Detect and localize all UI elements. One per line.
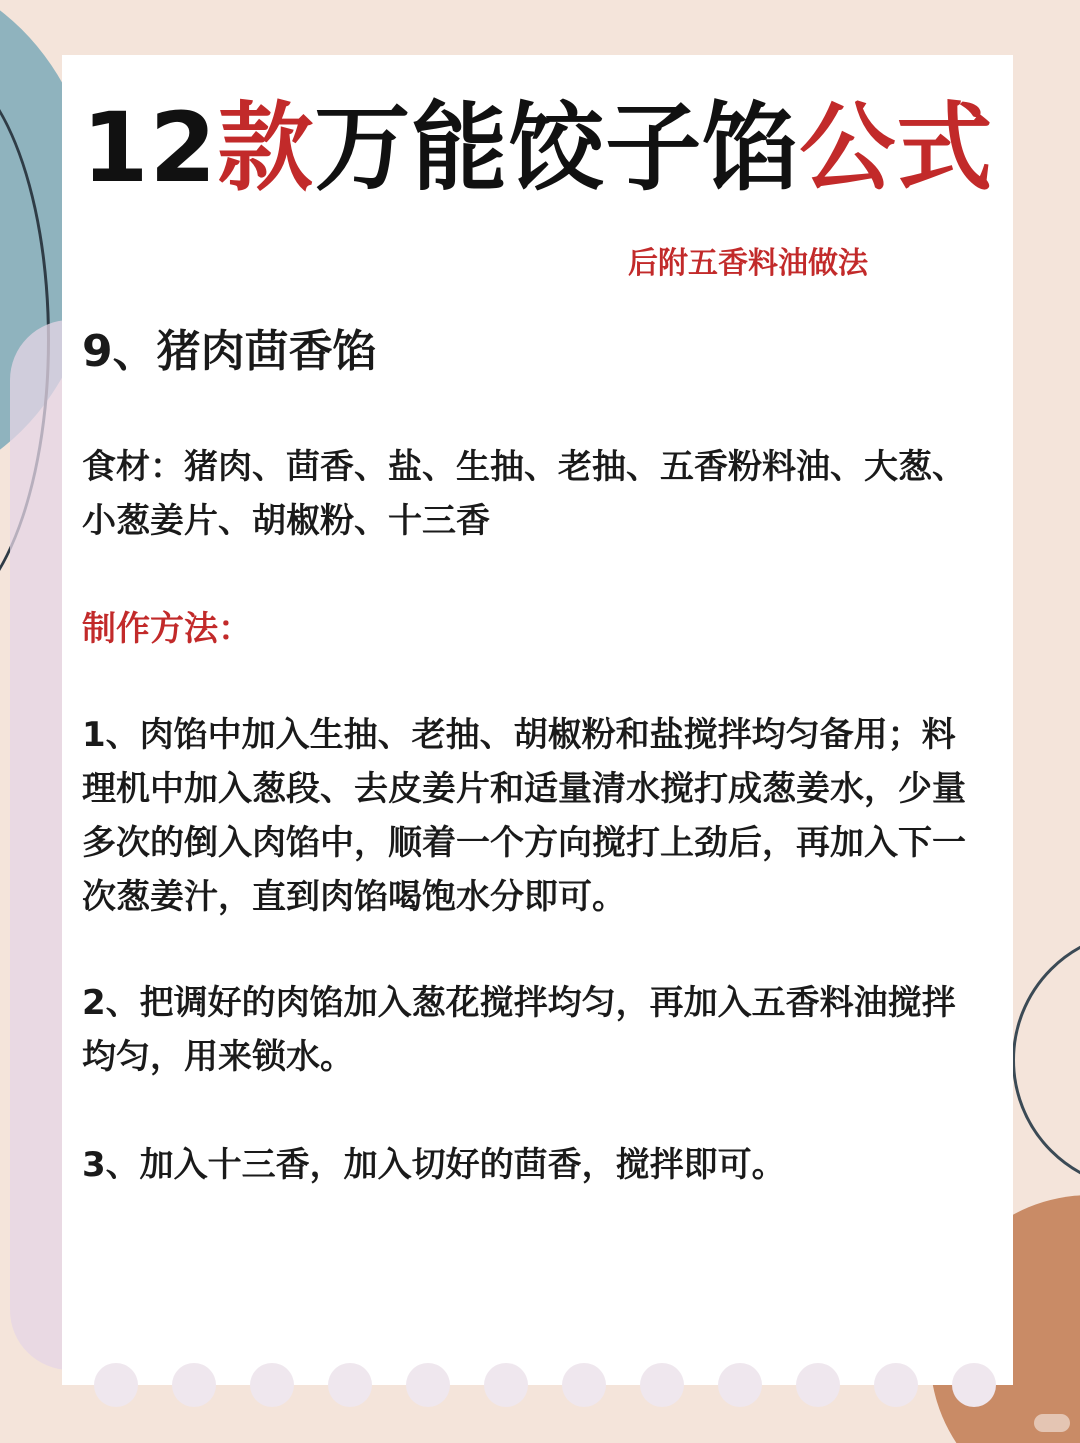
scallop-dot: [640, 1363, 684, 1407]
decorative-arc-right: [1012, 930, 1080, 1190]
scallop-dot: [172, 1363, 216, 1407]
watermark-badge: [1034, 1414, 1070, 1432]
title-highlight-1: 款: [217, 92, 315, 204]
step-2: 2、把调好的肉馅加入葱花搅拌均匀，再加入五香料油搅拌均匀，用来锁水。: [82, 983, 956, 1077]
subtitle: 后附五香料油做法: [628, 246, 868, 281]
scallop-dot: [250, 1363, 294, 1407]
page-title: [62, 88, 1013, 208]
scallop-dot: [874, 1363, 918, 1407]
scallop-dot: [562, 1363, 606, 1407]
card-scallop-edge: [62, 1355, 1013, 1415]
step-3: 3、加入十三香，加入切好的茴香，搅拌即可。: [82, 1145, 786, 1185]
recipe-heading: 9、猪肉茴香馅: [82, 326, 377, 377]
step-1: 1、肉馅中加入生抽、老抽、胡椒粉和盐搅拌均匀备用；料理机中加入葱段、去皮姜片和适量清水搅打成葱姜水，少量多次的倒入肉馅中，顺着一个方向搅打上劲后，再加入下一次葱姜汁，直到肉馅喝饱水分即可。: [82, 715, 966, 917]
title-highlight-2: 公式: [799, 92, 994, 204]
ingredients-text: 食材：猪肉、茴香、盐、生抽、老抽、五香粉料油、大葱、小葱姜片、胡椒粉、十三香: [82, 447, 966, 541]
scallop-dot: [718, 1363, 762, 1407]
scallop-dot: [796, 1363, 840, 1407]
scallop-dot: [952, 1363, 996, 1407]
scallop-dot: [484, 1363, 528, 1407]
title-middle: 万能饺子馅: [314, 92, 800, 204]
scallop-dot: [94, 1363, 138, 1407]
title-prefix: 12: [81, 92, 218, 204]
scallop-dot: [328, 1363, 372, 1407]
method-label: 制作方法：: [82, 609, 252, 649]
scallop-dot: [406, 1363, 450, 1407]
